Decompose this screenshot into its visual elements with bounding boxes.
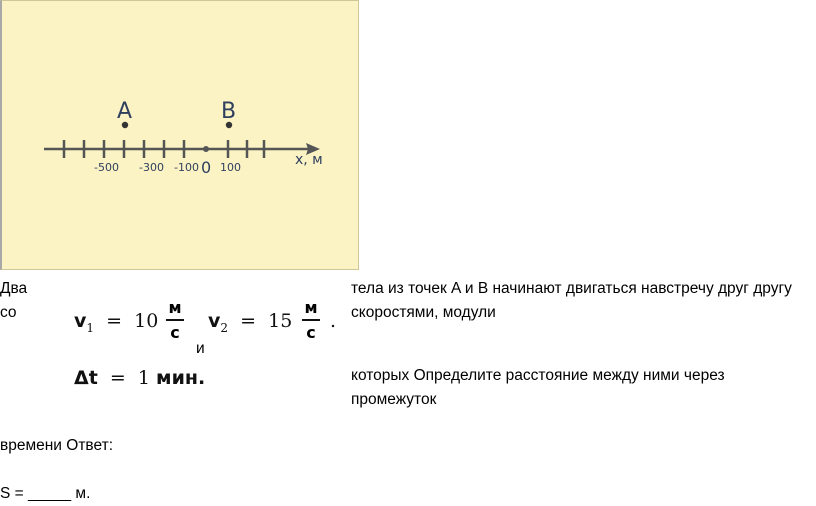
tick-label-minus-100: -100: [174, 161, 199, 174]
dt-symbol: Δt: [74, 367, 98, 389]
tick-label-zero: 0: [201, 158, 212, 177]
formula-dt: [74, 367, 205, 389]
v1-fraction-bar: [166, 319, 184, 321]
tick-label-minus-300: -300: [139, 161, 164, 174]
v1-subscript: 1: [86, 320, 95, 335]
text-line-2: скоростями, модули: [351, 304, 496, 321]
point-a-label: A: [117, 99, 133, 124]
v1-symbol: v: [74, 310, 87, 332]
dt-unit: мин.: [156, 367, 206, 389]
text-line-3: которых Определите расстояние между ними через: [351, 367, 725, 384]
answer-line: S = _____ м.: [0, 485, 91, 502]
v1-unit-numerator: м: [168, 298, 182, 317]
v1-equals: =: [106, 310, 123, 332]
text-so: со: [0, 304, 17, 321]
text-line-5: времени Ответ:: [0, 437, 114, 454]
v1-unit-denominator: с: [170, 322, 180, 342]
v2-subscript: 2: [220, 320, 229, 335]
text-dva: Два: [0, 280, 28, 297]
formula-v1: [74, 310, 158, 335]
conjunction-i: и: [196, 340, 205, 357]
v2-equals: =: [240, 310, 257, 332]
v2-value: 15: [268, 310, 293, 332]
v1-value: 10: [134, 310, 159, 332]
number-line-svg: [2, 1, 361, 271]
axis-label-x: x, м: [295, 152, 323, 168]
tick-label-minus-500: -500: [94, 161, 119, 174]
formula-v2: [208, 310, 292, 335]
v1-unit-fraction: [166, 298, 184, 342]
point-b-label: B: [221, 99, 237, 124]
text-line-4: промежуток: [351, 391, 437, 408]
dt-equals: =: [109, 367, 126, 389]
number-line-figure: [0, 0, 359, 270]
v2-unit-numerator: м: [304, 298, 318, 317]
text-line-1: тела из точек A и B начинают двигаться навстречу друг другу: [351, 280, 792, 297]
formula-period: .: [330, 310, 337, 332]
v2-symbol: v: [208, 310, 221, 332]
tick-label-100: 100: [220, 161, 241, 174]
origin-dot: [203, 146, 209, 152]
dt-value: 1: [137, 367, 150, 389]
v2-fraction-bar: [302, 319, 320, 321]
v2-unit-fraction: [302, 298, 320, 342]
v2-unit-denominator: с: [306, 322, 316, 342]
